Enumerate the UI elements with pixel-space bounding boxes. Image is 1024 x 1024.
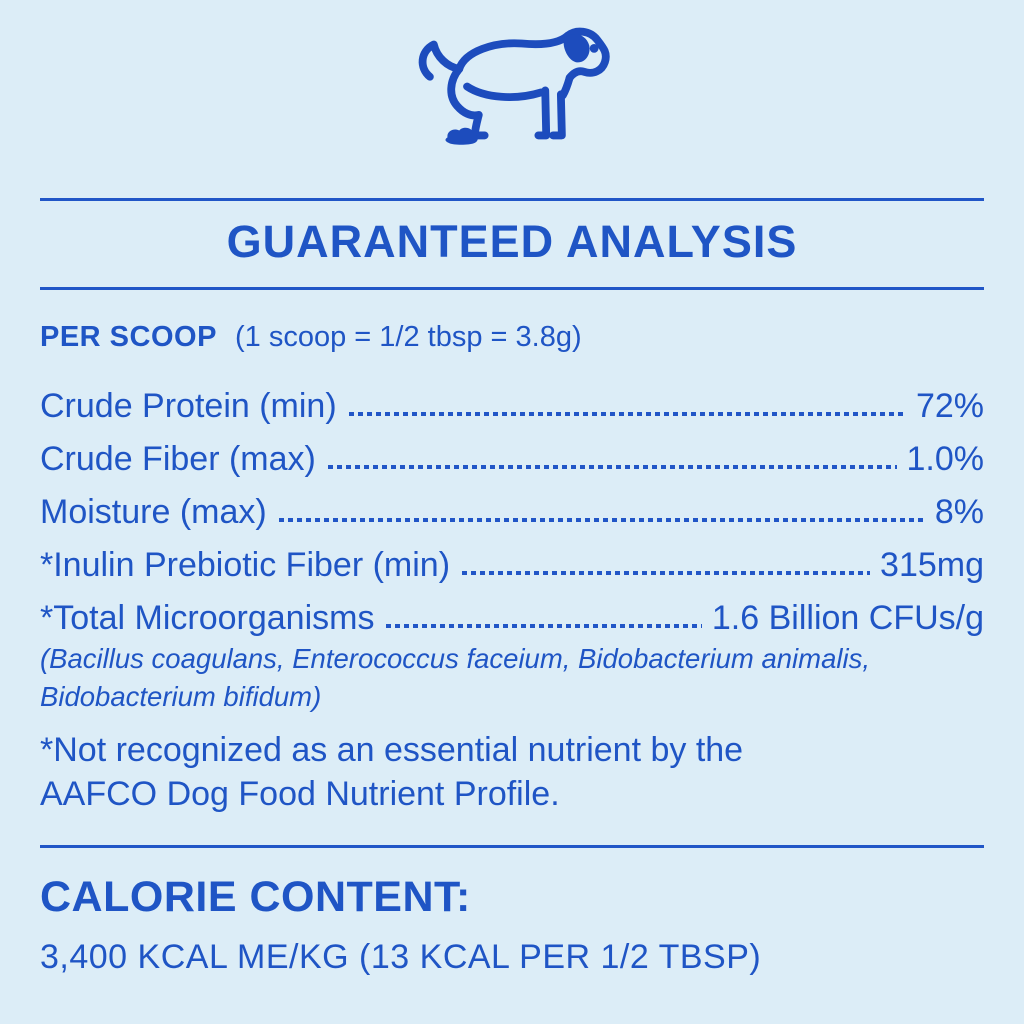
footnote-line-1: *Not recognized as an essential nutrient by the bbox=[40, 731, 744, 770]
analysis-row-crude-fiber bbox=[40, 423, 984, 479]
dot-leader bbox=[328, 465, 897, 469]
analysis-row-moisture bbox=[40, 476, 984, 532]
aafco-footnote bbox=[40, 728, 984, 816]
divider-top bbox=[40, 198, 984, 201]
dot-leader bbox=[349, 412, 906, 416]
divider-bottom bbox=[40, 845, 984, 848]
divider-under-title bbox=[40, 287, 984, 290]
guaranteed-analysis-title: GUARANTEED ANALYSIS bbox=[226, 216, 798, 267]
dog-pooping-icon bbox=[414, 22, 610, 153]
per-scoop-line bbox=[40, 320, 984, 355]
dot-leader bbox=[386, 624, 701, 628]
analysis-row-crude-protein bbox=[40, 370, 984, 426]
row-label: Crude Fiber (max) bbox=[40, 440, 316, 479]
row-label: *Total Microorganisms bbox=[40, 599, 375, 638]
analysis-row-total-microorganisms bbox=[40, 582, 984, 638]
calorie-content-value: 3,400 KCAL ME/KG (13 KCAL PER 1/2 TBSP) bbox=[40, 937, 762, 976]
calorie-content-title: CALORIE CONTENT: bbox=[40, 872, 471, 921]
per-scoop-label: PER SCOOP bbox=[40, 320, 217, 353]
microorganism-species bbox=[40, 640, 984, 716]
row-value: 315mg bbox=[880, 546, 984, 585]
row-value: 8% bbox=[934, 493, 984, 532]
analysis-row-inulin-prebiotic-fiber bbox=[40, 529, 984, 585]
dot-leader bbox=[462, 571, 870, 575]
row-label: Crude Protein (min) bbox=[40, 387, 337, 426]
row-label: Moisture (max) bbox=[40, 493, 267, 532]
row-value: 1.0% bbox=[906, 440, 984, 479]
icon-wrap bbox=[40, 22, 984, 156]
row-value: 1.6 Billion CFUs/g bbox=[711, 599, 984, 638]
species-line-2: Bidobacterium bifidum) bbox=[40, 681, 322, 713]
footnote-line-2: AAFCO Dog Food Nutrient Profile. bbox=[40, 775, 560, 814]
species-line-1: (Bacillus coagulans, Enterococcus faceium, Bidobacterium animalis, bbox=[40, 643, 870, 675]
analysis-rows bbox=[40, 370, 984, 638]
dot-leader bbox=[279, 518, 925, 522]
per-scoop-detail: (1 scoop = 1/2 tbsp = 3.8g) bbox=[235, 320, 582, 353]
row-value: 72% bbox=[915, 387, 984, 426]
row-label: *Inulin Prebiotic Fiber (min) bbox=[40, 546, 451, 585]
